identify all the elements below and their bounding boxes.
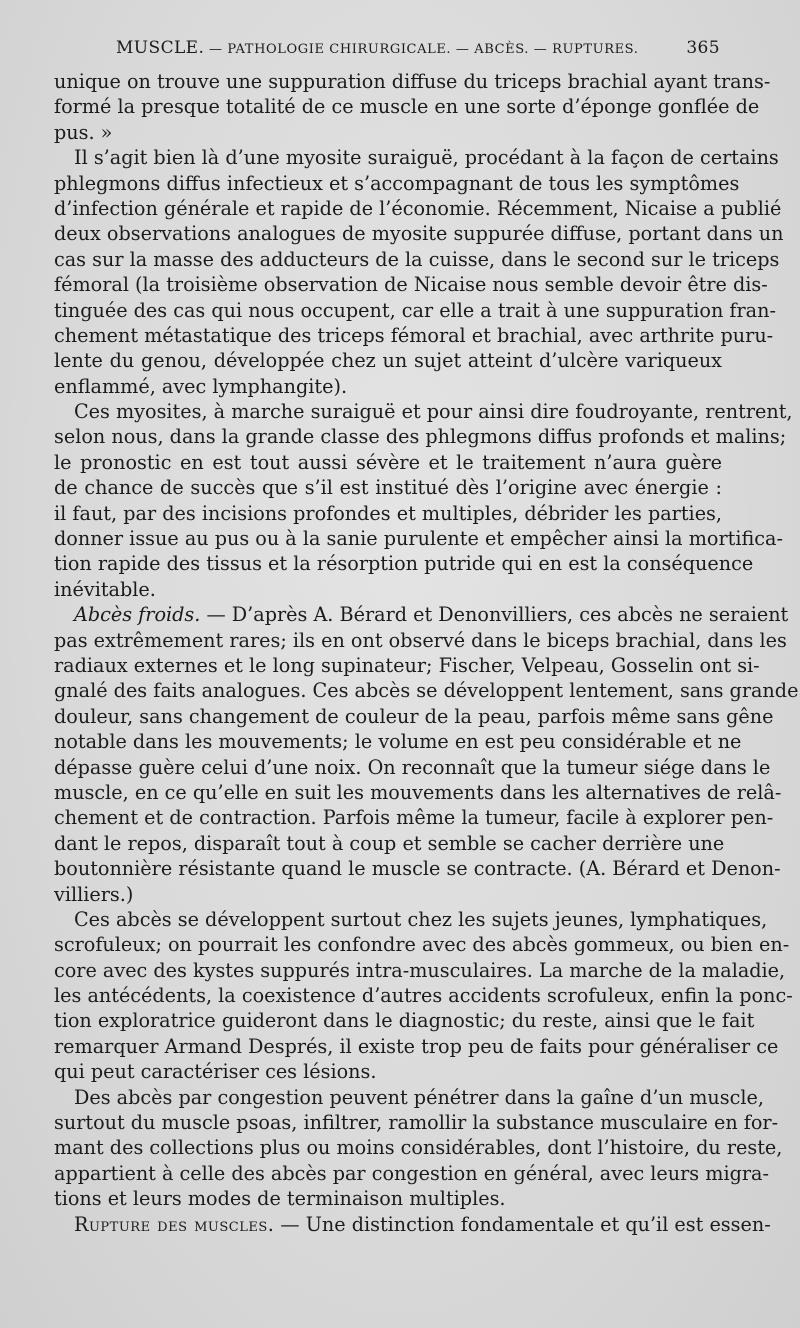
line-text: muscle, en ce qu’elle en suit les mouvements dans les alternatives de relâ- bbox=[54, 780, 782, 804]
line-text: tions et leurs modes de terminaison multiples. bbox=[54, 1187, 506, 1211]
running-header bbox=[54, 38, 722, 62]
text-line bbox=[54, 171, 740, 196]
text-line bbox=[54, 1059, 722, 1084]
running-title-subject: — PATHOLOGIE CHIRURGICALE. — ABCÈS. — RUPTURES. bbox=[204, 42, 639, 57]
line-text: fémoral (la troisième observation de Nicaise nous semble devoir être dis- bbox=[54, 273, 768, 297]
line-text: formé la presque totalité de ce muscle en une sorte d’éponge gonflée de bbox=[54, 95, 760, 119]
line-text: appartient à celle des abcès par congestion en général, avec leurs migra- bbox=[54, 1161, 769, 1185]
text-line bbox=[54, 1085, 764, 1110]
line-text: Ces myosites, à marche suraiguë et pour ainsi dire foudroyante, rentrent, bbox=[74, 400, 793, 424]
text-line bbox=[54, 247, 780, 272]
line-text: le pronostic en est tout aussi sévère et le traitement n’aura guère bbox=[54, 450, 722, 474]
text-line bbox=[54, 424, 787, 449]
text-line bbox=[54, 831, 725, 856]
text-line bbox=[54, 628, 787, 653]
text-line bbox=[54, 1135, 783, 1160]
text-line bbox=[54, 1212, 771, 1237]
text-line bbox=[54, 805, 774, 830]
text-line bbox=[54, 1110, 779, 1135]
line-text: pus. » bbox=[54, 120, 113, 144]
section-heading-smallcaps: Rupture des muscles. bbox=[74, 1212, 275, 1236]
text-line bbox=[54, 551, 754, 576]
line-text: d’infection générale et rapide de l’économie. Récemment, Nicaise a publié bbox=[54, 196, 782, 220]
line-text: phlegmons diffus infectieux et s’accompagnant de tous les symptômes bbox=[54, 171, 740, 195]
text-line bbox=[54, 145, 779, 170]
section-heading-italic: Abcès froids. bbox=[74, 603, 201, 627]
line-text: lente du genou, développée chez un sujet atteint d’ulcère variqueux bbox=[54, 349, 722, 373]
text-line bbox=[54, 653, 760, 678]
line-text: tion exploratrice guideront dans le diagnostic; du reste, ainsi que le fait bbox=[54, 1009, 755, 1033]
text-line bbox=[54, 678, 799, 703]
text-line bbox=[54, 932, 790, 957]
text-line bbox=[54, 348, 722, 373]
line-text: les antécédents, la coexistence d’autres accidents scrofuleux, enfin la ponc- bbox=[54, 984, 793, 1008]
line-text: selon nous, dans la grande classe des phlegmons diffus profonds et malins; bbox=[54, 425, 787, 449]
line-text: Des abcès par congestion peuvent pénétrer dans la gaîne d’un muscle, bbox=[74, 1085, 764, 1109]
text-line bbox=[54, 856, 781, 881]
line-text: scrofuleux; on pourrait les confondre avec des abcès gommeux, ou bien en- bbox=[54, 933, 790, 957]
text-line bbox=[54, 501, 722, 526]
line-text: tinguée des cas qui nous occupent, car elle a trait à une suppuration fran- bbox=[54, 298, 776, 322]
line-text: surtout du muscle psoas, infiltrer, ramollir la substance musculaire en for- bbox=[54, 1111, 779, 1135]
line-text: chement métastatique des triceps fémoral et brachial, avec arthrite puru- bbox=[54, 323, 774, 347]
text-line bbox=[54, 399, 793, 424]
line-text: unique on trouve une suppuration diffuse du triceps brachial ayant trans- bbox=[54, 70, 771, 93]
line-text: douleur, sans changement de couleur de la peau, parfois même sans gêne bbox=[54, 704, 774, 728]
text-line bbox=[54, 577, 722, 602]
line-text: il faut, par des incisions profondes et multiples, débrider les parties, bbox=[54, 501, 722, 525]
line-text: de chance de succès que s’il est institué dès l’origine avec énergie : bbox=[54, 476, 722, 500]
line-text: deux observations analogues de myosite suppurée diffuse, portant dans un bbox=[54, 222, 784, 246]
line-text: gnalé des faits analogues. Ces abcès se développent lentement, sans grande bbox=[54, 679, 799, 703]
text-line bbox=[54, 475, 722, 500]
text-line bbox=[54, 958, 786, 983]
text-line bbox=[54, 272, 768, 297]
line-text: mant des collections plus ou moins considérables, dont l’histoire, du reste, bbox=[54, 1136, 783, 1160]
text-line bbox=[54, 323, 774, 348]
text-line bbox=[54, 1161, 769, 1186]
text-line bbox=[54, 704, 774, 729]
line-text: boutonnière résistante quand le muscle se contracte. (A. Bérard et Denon- bbox=[54, 857, 781, 881]
text-line bbox=[54, 602, 789, 627]
body-text bbox=[54, 69, 799, 1237]
text-line bbox=[54, 221, 784, 246]
line-text: enflammé, avec lymphangite). bbox=[54, 374, 348, 398]
text-line bbox=[54, 196, 782, 221]
text-line bbox=[54, 907, 768, 932]
text-line bbox=[54, 780, 782, 805]
line-text: donner issue au pus ou à la sanie purulente et empêcher ainsi la mortifica- bbox=[54, 527, 783, 551]
text-line bbox=[54, 983, 793, 1008]
line-text: chement et de contraction. Parfois même la tumeur, facile à explorer pen- bbox=[54, 806, 774, 830]
page-number: 365 bbox=[686, 38, 720, 58]
text-line bbox=[54, 1008, 755, 1033]
text-line bbox=[54, 120, 722, 145]
line-text: villiers.) bbox=[54, 882, 134, 906]
line-text: — Une distinction fondamentale et qu’il est essen- bbox=[274, 1212, 771, 1236]
line-text: Ces abcès se développent surtout chez les sujets jeunes, lymphatiques, bbox=[74, 907, 768, 931]
text-line bbox=[54, 374, 722, 399]
line-text: Il s’agit bien là d’une myosite suraiguë, procédant à la façon de certains bbox=[74, 146, 779, 170]
line-text: inévitable. bbox=[54, 577, 156, 601]
text-line bbox=[54, 69, 771, 94]
text-line bbox=[54, 94, 760, 119]
text-line bbox=[54, 298, 776, 323]
text-line bbox=[54, 729, 742, 754]
line-text: remarquer Armand Després, il existe trop peu de faits pour généraliser ce bbox=[54, 1034, 779, 1058]
text-line bbox=[54, 882, 722, 907]
text-line bbox=[54, 1186, 722, 1211]
line-text: dépasse guère celui d’une noix. On reconnaît que la tumeur siége dans le bbox=[54, 755, 771, 779]
line-text: notable dans les mouvements; le volume en est peu considérable et ne bbox=[54, 730, 742, 754]
line-text: pas extrêmement rares; ils en ont observé dans le biceps brachial, dans les bbox=[54, 628, 787, 652]
line-text: dant le repos, disparaît tout à coup et semble se cacher derrière une bbox=[54, 831, 725, 855]
text-line bbox=[54, 450, 722, 475]
text-line bbox=[54, 526, 783, 551]
text-line bbox=[54, 755, 771, 780]
line-text: cas sur la masse des adducteurs de la cuisse, dans le second sur le triceps bbox=[54, 247, 780, 271]
line-text: qui peut caractériser ces lésions. bbox=[54, 1060, 377, 1084]
line-text: radiaux externes et le long supinateur; Fischer, Velpeau, Gosselin ont si- bbox=[54, 653, 760, 677]
running-title-main: MUSCLE. bbox=[116, 38, 205, 58]
line-text: tion rapide des tissus et la résorption putride qui en est la conséquence bbox=[54, 552, 754, 576]
running-title bbox=[116, 38, 638, 58]
text-line bbox=[54, 1034, 779, 1059]
line-text: — D’après A. Bérard et Denonvilliers, ces abcès ne seraient bbox=[200, 603, 789, 627]
line-text: core avec des kystes suppurés intra-musculaires. La marche de la maladie, bbox=[54, 958, 786, 982]
